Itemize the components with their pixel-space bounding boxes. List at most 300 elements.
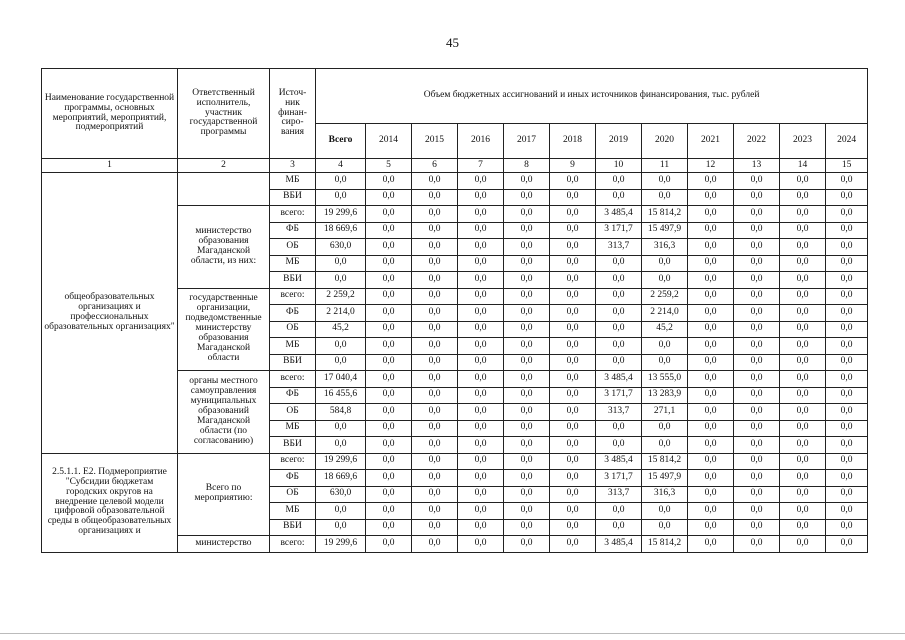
year-value: 0,0	[780, 404, 826, 421]
funding-source: ВБИ	[270, 354, 316, 371]
column-number: 13	[734, 159, 780, 173]
year-value: 0,0	[366, 255, 412, 272]
year-value: 0,0	[688, 206, 734, 223]
year-value: 0,0	[366, 519, 412, 536]
year-value: 0,0	[780, 420, 826, 437]
year-value: 0,0	[780, 437, 826, 454]
year-value: 0,0	[458, 189, 504, 206]
header-year: 2024	[826, 124, 868, 159]
year-value: 0,0	[688, 536, 734, 553]
year-value: 0,0	[412, 173, 458, 190]
year-value: 0,0	[458, 206, 504, 223]
year-value: 0,0	[412, 272, 458, 289]
year-value: 0,0	[504, 470, 550, 487]
year-value: 0,0	[780, 387, 826, 404]
year-value: 0,0	[504, 437, 550, 454]
program-description: общеобразовательных организациях и профессиональных образовательных организациях"	[42, 173, 178, 454]
year-value: 0,0	[550, 321, 596, 338]
year-value: 0,0	[366, 354, 412, 371]
year-value: 0,0	[412, 354, 458, 371]
year-value: 0,0	[826, 519, 868, 536]
year-value: 13 283,9	[642, 387, 688, 404]
year-value: 0,0	[504, 371, 550, 388]
year-value: 0,0	[366, 453, 412, 470]
header-year: 2018	[550, 124, 596, 159]
year-value: 316,3	[642, 239, 688, 256]
total-value: 0,0	[316, 189, 366, 206]
year-value: 0,0	[688, 453, 734, 470]
year-value: 0,0	[780, 371, 826, 388]
year-value: 0,0	[458, 239, 504, 256]
year-value: 15 814,2	[642, 206, 688, 223]
year-value: 0,0	[550, 453, 596, 470]
year-value: 0,0	[734, 453, 780, 470]
funding-source: ВБИ	[270, 519, 316, 536]
funding-source: всего:	[270, 536, 316, 553]
year-value: 0,0	[550, 420, 596, 437]
responsible-total: Всего по мероприятию:	[178, 453, 270, 536]
year-value: 0,0	[826, 206, 868, 223]
year-value: 0,0	[734, 371, 780, 388]
column-number: 4	[316, 159, 366, 173]
header-year: 2023	[780, 124, 826, 159]
year-value: 0,0	[734, 519, 780, 536]
year-value: 0,0	[780, 272, 826, 289]
year-value: 0,0	[734, 387, 780, 404]
year-value: 0,0	[780, 305, 826, 322]
year-value: 0,0	[458, 420, 504, 437]
year-value: 2 259,2	[642, 288, 688, 305]
total-value: 0,0	[316, 354, 366, 371]
year-value: 0,0	[366, 305, 412, 322]
year-value: 0,0	[688, 470, 734, 487]
year-value: 0,0	[596, 338, 642, 355]
year-value: 0,0	[642, 519, 688, 536]
responsible-state-orgs: государственные организации, подведомственные министерству образования Магаданской области	[178, 288, 270, 371]
funding-source: ФБ	[270, 387, 316, 404]
header-year: 2022	[734, 124, 780, 159]
year-value: 0,0	[596, 305, 642, 322]
year-value: 0,0	[688, 437, 734, 454]
year-value: 0,0	[504, 503, 550, 520]
year-value: 0,0	[596, 288, 642, 305]
total-value: 19 299,6	[316, 536, 366, 553]
column-number: 12	[688, 159, 734, 173]
total-value: 18 669,6	[316, 470, 366, 487]
column-number: 8	[504, 159, 550, 173]
year-value: 0,0	[826, 486, 868, 503]
bottom-rule	[0, 633, 905, 634]
year-value: 0,0	[458, 354, 504, 371]
year-value: 0,0	[366, 206, 412, 223]
header-year: 2019	[596, 124, 642, 159]
year-value: 0,0	[780, 189, 826, 206]
total-value: 0,0	[316, 255, 366, 272]
responsible-ministry-short: министерство	[178, 536, 270, 553]
year-value: 0,0	[642, 420, 688, 437]
year-value: 0,0	[412, 255, 458, 272]
header-name: Наименование государственной программы, основных мероприятий, мероприятий, подмероприятий	[42, 69, 178, 159]
year-value: 0,0	[550, 305, 596, 322]
year-value: 0,0	[550, 354, 596, 371]
total-value: 630,0	[316, 239, 366, 256]
year-value: 0,0	[412, 420, 458, 437]
year-value: 15 814,2	[642, 453, 688, 470]
year-value: 0,0	[412, 371, 458, 388]
year-value: 0,0	[504, 453, 550, 470]
funding-source: МБ	[270, 420, 316, 437]
year-value: 0,0	[458, 387, 504, 404]
year-value: 0,0	[412, 222, 458, 239]
year-value: 0,0	[596, 321, 642, 338]
year-value: 0,0	[780, 288, 826, 305]
year-value: 0,0	[688, 503, 734, 520]
year-value: 0,0	[412, 239, 458, 256]
year-value: 0,0	[504, 239, 550, 256]
total-value: 584,8	[316, 404, 366, 421]
total-value: 0,0	[316, 338, 366, 355]
year-value: 0,0	[780, 536, 826, 553]
year-value: 0,0	[550, 173, 596, 190]
year-value: 0,0	[504, 288, 550, 305]
header-year: 2020	[642, 124, 688, 159]
responsible-empty	[178, 173, 270, 206]
year-value: 0,0	[688, 420, 734, 437]
year-value: 0,0	[826, 321, 868, 338]
column-number: 3	[270, 159, 316, 173]
total-value: 0,0	[316, 173, 366, 190]
year-value: 0,0	[826, 536, 868, 553]
total-value: 2 214,0	[316, 305, 366, 322]
year-value: 0,0	[596, 437, 642, 454]
year-value: 0,0	[412, 536, 458, 553]
year-value: 313,7	[596, 404, 642, 421]
funding-source: ОБ	[270, 239, 316, 256]
column-number: 15	[826, 159, 868, 173]
funding-source: ФБ	[270, 305, 316, 322]
year-value: 2 214,0	[642, 305, 688, 322]
subevent-description: 2.5.1.1. Е2. Подмероприятие "Субсидии бюджетам городских округов на внедрение целевой модели цифровой образовательной среды в общеобразовательных организациях и	[42, 453, 178, 552]
year-value: 0,0	[734, 338, 780, 355]
funding-source: ВБИ	[270, 189, 316, 206]
header-year: 2016	[458, 124, 504, 159]
year-value: 0,0	[504, 387, 550, 404]
total-value: 0,0	[316, 272, 366, 289]
year-value: 0,0	[826, 288, 868, 305]
year-value: 271,1	[642, 404, 688, 421]
funding-source: ФБ	[270, 222, 316, 239]
year-value: 0,0	[596, 272, 642, 289]
year-value: 0,0	[780, 321, 826, 338]
funding-source: ОБ	[270, 321, 316, 338]
funding-source: ОБ	[270, 404, 316, 421]
year-value: 313,7	[596, 486, 642, 503]
funding-source: ВБИ	[270, 272, 316, 289]
year-value: 0,0	[412, 437, 458, 454]
year-value: 0,0	[458, 453, 504, 470]
year-value: 0,0	[412, 305, 458, 322]
year-value: 0,0	[780, 519, 826, 536]
total-value: 630,0	[316, 486, 366, 503]
year-value: 0,0	[688, 404, 734, 421]
year-value: 0,0	[412, 206, 458, 223]
year-value: 0,0	[734, 239, 780, 256]
year-value: 0,0	[688, 387, 734, 404]
funding-source: всего:	[270, 453, 316, 470]
year-value: 0,0	[826, 354, 868, 371]
year-value: 0,0	[458, 272, 504, 289]
year-value: 0,0	[734, 173, 780, 190]
header-source: Источ-ник финан-сиро-вания	[270, 69, 316, 159]
header-year: 2017	[504, 124, 550, 159]
table-row	[42, 173, 868, 190]
year-value: 0,0	[366, 239, 412, 256]
year-value: 0,0	[642, 354, 688, 371]
year-value: 0,0	[596, 173, 642, 190]
funding-source: МБ	[270, 503, 316, 520]
total-value: 0,0	[316, 437, 366, 454]
funding-source: всего:	[270, 371, 316, 388]
year-value: 0,0	[458, 305, 504, 322]
year-value: 0,0	[734, 536, 780, 553]
year-value: 0,0	[688, 173, 734, 190]
header-volume: Объем бюджетных ассигнований и иных источников финансирования, тыс. рублей	[316, 69, 868, 124]
year-value: 15 814,2	[642, 536, 688, 553]
year-value: 15 497,9	[642, 222, 688, 239]
funding-source: всего:	[270, 288, 316, 305]
year-value: 0,0	[366, 189, 412, 206]
year-value: 0,0	[688, 519, 734, 536]
year-value: 0,0	[780, 239, 826, 256]
year-value: 0,0	[366, 371, 412, 388]
year-value: 0,0	[550, 536, 596, 553]
column-number: 5	[366, 159, 412, 173]
year-value: 0,0	[780, 206, 826, 223]
year-value: 3 171,7	[596, 470, 642, 487]
year-value: 0,0	[826, 404, 868, 421]
column-number: 2	[178, 159, 270, 173]
year-value: 0,0	[734, 222, 780, 239]
total-value: 0,0	[316, 420, 366, 437]
year-value: 0,0	[458, 288, 504, 305]
year-value: 0,0	[458, 255, 504, 272]
year-value: 0,0	[734, 305, 780, 322]
column-number: 1	[42, 159, 178, 173]
header-year: 2021	[688, 124, 734, 159]
year-value: 0,0	[734, 486, 780, 503]
year-value: 45,2	[642, 321, 688, 338]
year-value: 0,0	[734, 470, 780, 487]
year-value: 0,0	[458, 536, 504, 553]
year-value: 0,0	[458, 321, 504, 338]
budget-table	[41, 68, 868, 553]
year-value: 0,0	[826, 305, 868, 322]
year-value: 0,0	[688, 255, 734, 272]
year-value: 0,0	[596, 503, 642, 520]
year-value: 0,0	[550, 338, 596, 355]
funding-source: МБ	[270, 173, 316, 190]
year-value: 0,0	[780, 453, 826, 470]
year-value: 0,0	[688, 288, 734, 305]
year-value: 0,0	[826, 222, 868, 239]
year-value: 0,0	[596, 255, 642, 272]
year-value: 0,0	[550, 519, 596, 536]
year-value: 0,0	[504, 420, 550, 437]
year-value: 0,0	[366, 222, 412, 239]
year-value: 0,0	[826, 338, 868, 355]
year-value: 0,0	[504, 305, 550, 322]
year-value: 0,0	[458, 437, 504, 454]
year-value: 0,0	[642, 503, 688, 520]
year-value: 0,0	[642, 338, 688, 355]
year-value: 0,0	[734, 354, 780, 371]
year-value: 0,0	[550, 222, 596, 239]
total-value: 45,2	[316, 321, 366, 338]
column-number: 7	[458, 159, 504, 173]
year-value: 0,0	[366, 437, 412, 454]
year-value: 0,0	[504, 222, 550, 239]
year-value: 0,0	[366, 486, 412, 503]
year-value: 0,0	[734, 404, 780, 421]
year-value: 0,0	[366, 536, 412, 553]
year-value: 313,7	[596, 239, 642, 256]
total-value: 2 259,2	[316, 288, 366, 305]
year-value: 0,0	[550, 404, 596, 421]
responsible-local-orgs: органы местного самоуправления муниципальных образований Магаданской области (по согласованию)	[178, 371, 270, 454]
column-number: 6	[412, 159, 458, 173]
year-value: 0,0	[504, 321, 550, 338]
year-value: 0,0	[780, 470, 826, 487]
year-value: 15 497,9	[642, 470, 688, 487]
year-value: 0,0	[458, 173, 504, 190]
year-value: 0,0	[366, 272, 412, 289]
year-value: 0,0	[550, 189, 596, 206]
year-value: 0,0	[366, 321, 412, 338]
year-value: 0,0	[780, 173, 826, 190]
year-value: 0,0	[458, 470, 504, 487]
year-value: 0,0	[504, 354, 550, 371]
year-value: 0,0	[458, 338, 504, 355]
year-value: 0,0	[826, 453, 868, 470]
year-value: 0,0	[642, 272, 688, 289]
year-value: 0,0	[642, 437, 688, 454]
year-value: 3 171,7	[596, 387, 642, 404]
year-value: 0,0	[688, 486, 734, 503]
year-value: 0,0	[734, 437, 780, 454]
year-value: 0,0	[504, 519, 550, 536]
year-value: 3 485,4	[596, 371, 642, 388]
year-value: 0,0	[688, 338, 734, 355]
year-value: 0,0	[458, 404, 504, 421]
year-value: 0,0	[780, 486, 826, 503]
header-total: Всего	[316, 124, 366, 159]
responsible-ministry: министерство образования Магаданской области, из них:	[178, 206, 270, 289]
year-value: 0,0	[504, 536, 550, 553]
year-value: 0,0	[412, 189, 458, 206]
total-value: 16 455,6	[316, 387, 366, 404]
year-value: 0,0	[550, 239, 596, 256]
year-value: 0,0	[780, 222, 826, 239]
year-value: 0,0	[734, 420, 780, 437]
year-value: 0,0	[504, 206, 550, 223]
year-value: 0,0	[504, 173, 550, 190]
year-value: 0,0	[458, 486, 504, 503]
funding-source: ФБ	[270, 470, 316, 487]
year-value: 0,0	[366, 420, 412, 437]
year-value: 0,0	[826, 272, 868, 289]
year-value: 0,0	[366, 173, 412, 190]
year-value: 0,0	[596, 519, 642, 536]
year-value: 0,0	[688, 354, 734, 371]
year-value: 0,0	[642, 189, 688, 206]
year-value: 0,0	[826, 173, 868, 190]
year-value: 0,0	[550, 486, 596, 503]
total-value: 17 040,4	[316, 371, 366, 388]
year-value: 0,0	[780, 255, 826, 272]
year-value: 0,0	[366, 387, 412, 404]
year-value: 0,0	[366, 470, 412, 487]
year-value: 0,0	[504, 338, 550, 355]
year-value: 0,0	[688, 321, 734, 338]
total-value: 19 299,6	[316, 453, 366, 470]
year-value: 0,0	[688, 305, 734, 322]
column-number: 11	[642, 159, 688, 173]
year-value: 0,0	[734, 206, 780, 223]
year-value: 0,0	[550, 371, 596, 388]
year-value: 0,0	[688, 222, 734, 239]
page-number: 45	[446, 35, 459, 50]
year-value: 0,0	[366, 404, 412, 421]
year-value: 0,0	[596, 420, 642, 437]
year-value: 0,0	[780, 338, 826, 355]
year-value: 0,0	[458, 222, 504, 239]
year-value: 0,0	[688, 239, 734, 256]
table-row	[42, 453, 868, 470]
year-value: 0,0	[412, 519, 458, 536]
year-value: 0,0	[366, 503, 412, 520]
year-value: 0,0	[550, 272, 596, 289]
year-value: 0,0	[642, 255, 688, 272]
year-value: 0,0	[550, 206, 596, 223]
column-number: 14	[780, 159, 826, 173]
year-value: 0,0	[826, 239, 868, 256]
year-value: 0,0	[826, 189, 868, 206]
year-value: 0,0	[780, 503, 826, 520]
year-value: 0,0	[688, 272, 734, 289]
year-value: 0,0	[734, 255, 780, 272]
year-value: 0,0	[596, 354, 642, 371]
year-value: 0,0	[826, 420, 868, 437]
year-value: 0,0	[734, 288, 780, 305]
year-value: 0,0	[412, 486, 458, 503]
year-value: 13 555,0	[642, 371, 688, 388]
year-value: 0,0	[412, 321, 458, 338]
year-value: 0,0	[826, 387, 868, 404]
year-value: 3 171,7	[596, 222, 642, 239]
total-value: 0,0	[316, 519, 366, 536]
year-value: 0,0	[826, 470, 868, 487]
year-value: 0,0	[504, 486, 550, 503]
funding-source: ОБ	[270, 486, 316, 503]
year-value: 0,0	[780, 354, 826, 371]
year-value: 0,0	[412, 503, 458, 520]
year-value: 0,0	[412, 387, 458, 404]
year-value: 0,0	[826, 503, 868, 520]
year-value: 3 485,4	[596, 453, 642, 470]
header-year: 2014	[366, 124, 412, 159]
year-value: 0,0	[366, 338, 412, 355]
year-value: 316,3	[642, 486, 688, 503]
